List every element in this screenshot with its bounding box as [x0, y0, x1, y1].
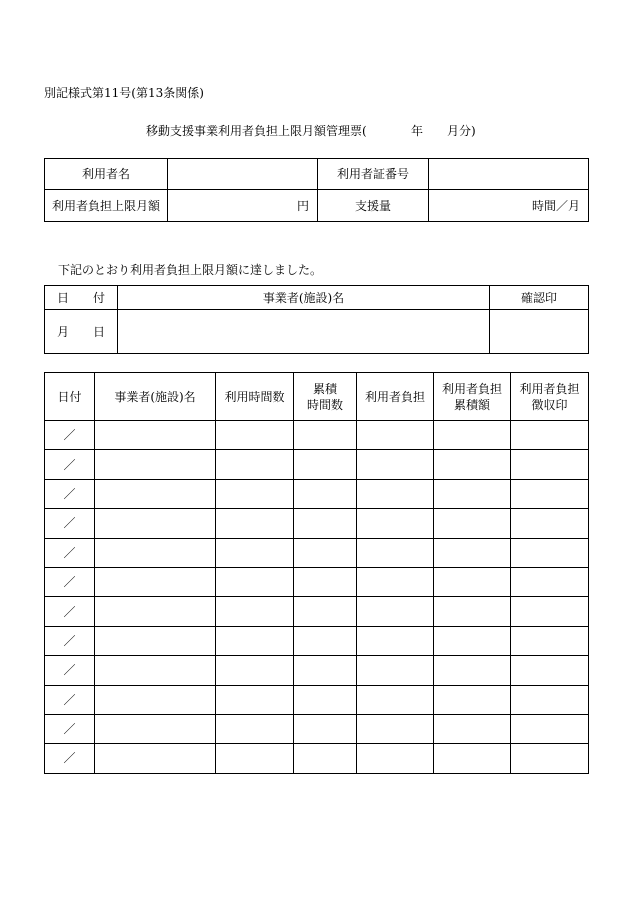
row-cumulative-burden-cell[interactable]: [434, 656, 511, 685]
header-date: 日付: [45, 373, 95, 421]
row-date-cell[interactable]: ／: [45, 626, 95, 655]
user-info-table: [44, 158, 589, 222]
row-cumulative-burden-cell[interactable]: [434, 714, 511, 743]
support-unit: 時間／月: [531, 198, 580, 213]
row-seal-cell[interactable]: [511, 626, 589, 655]
row-burden-cell[interactable]: [357, 656, 434, 685]
row-cumulative-burden-cell[interactable]: [434, 567, 511, 596]
row-provider-cell[interactable]: [95, 744, 216, 773]
row-date-cell[interactable]: ／: [45, 421, 95, 450]
user-name-field[interactable]: [168, 159, 318, 190]
row-cumulative-burden-cell[interactable]: [434, 479, 511, 508]
row-provider-cell[interactable]: [95, 421, 216, 450]
row-cumulative-hours-cell[interactable]: [294, 714, 357, 743]
row-seal-cell[interactable]: [511, 714, 589, 743]
row-cumulative-burden-cell[interactable]: [434, 685, 511, 714]
header-cumulative-burden-line2: 累積額: [453, 397, 490, 412]
row-burden-cell[interactable]: [357, 626, 434, 655]
row-seal-cell[interactable]: [511, 597, 589, 626]
row-cumulative-hours-cell[interactable]: [294, 656, 357, 685]
row-seal-cell[interactable]: [511, 450, 589, 479]
row-hours-cell[interactable]: [216, 685, 294, 714]
limit-unit: 円: [296, 198, 309, 213]
reached-date-field[interactable]: 月 日: [45, 310, 118, 354]
user-name-label: 利用者名: [45, 159, 168, 190]
row-burden-cell[interactable]: [357, 479, 434, 508]
row-date-cell[interactable]: ／: [45, 656, 95, 685]
row-hours-cell[interactable]: [216, 656, 294, 685]
table-row: [45, 714, 589, 743]
row-seal-cell[interactable]: [511, 567, 589, 596]
row-cumulative-hours-cell[interactable]: [294, 538, 357, 567]
row-provider-cell[interactable]: [95, 685, 216, 714]
table-row: [45, 509, 589, 538]
row-burden-cell[interactable]: [357, 509, 434, 538]
row-provider-cell[interactable]: [95, 626, 216, 655]
row-hours-cell[interactable]: [216, 509, 294, 538]
table-row: [45, 744, 589, 773]
row-provider-cell[interactable]: [95, 538, 216, 567]
form-number: 別記様式第11号(第13条関係): [44, 86, 204, 100]
table-row: [45, 597, 589, 626]
row-cumulative-hours-cell[interactable]: [294, 685, 357, 714]
row-cumulative-hours-cell[interactable]: [294, 744, 357, 773]
table-row: [45, 450, 589, 479]
header-cumulative-hours-line1: 累積: [312, 381, 337, 396]
row-provider-cell[interactable]: [95, 714, 216, 743]
row-date-cell[interactable]: ／: [45, 567, 95, 596]
row-hours-cell[interactable]: [216, 421, 294, 450]
row-seal-cell[interactable]: [511, 685, 589, 714]
header-hours: 利用時間数: [216, 373, 294, 421]
row-provider-cell[interactable]: [95, 597, 216, 626]
row-burden-cell[interactable]: [357, 685, 434, 714]
header-provider: 事業者(施設)名: [95, 373, 216, 421]
title-month-unit: 月分): [447, 124, 476, 138]
row-cumulative-burden-cell[interactable]: [434, 421, 511, 450]
row-provider-cell[interactable]: [95, 656, 216, 685]
row-seal-cell[interactable]: [511, 479, 589, 508]
row-date-cell[interactable]: ／: [45, 479, 95, 508]
row-cumulative-burden-cell[interactable]: [434, 538, 511, 567]
row-seal-cell[interactable]: [511, 509, 589, 538]
header-seal: [511, 373, 589, 421]
row-hours-cell[interactable]: [216, 479, 294, 508]
row-provider-cell[interactable]: [95, 567, 216, 596]
row-seal-cell[interactable]: [511, 538, 589, 567]
table-row: [45, 421, 589, 450]
reached-provider-field[interactable]: [118, 310, 490, 354]
row-cumulative-hours-cell[interactable]: [294, 450, 357, 479]
notice-text: 下記のとおり利用者負担上限月額に達しました。: [58, 263, 323, 277]
row-date-cell[interactable]: ／: [45, 714, 95, 743]
reached-seal-header: 確認印: [490, 286, 589, 310]
row-cumulative-burden-cell[interactable]: [434, 597, 511, 626]
row-hours-cell[interactable]: [216, 450, 294, 479]
header-cumulative-hours-line2: 時間数: [306, 397, 343, 412]
header-cumulative-hours: [294, 373, 357, 421]
row-burden-cell[interactable]: [357, 421, 434, 450]
row-date-cell[interactable]: ／: [45, 685, 95, 714]
row-cumulative-burden-cell[interactable]: [434, 626, 511, 655]
row-burden-cell[interactable]: [357, 597, 434, 626]
table-row: [45, 567, 589, 596]
row-provider-cell[interactable]: [95, 479, 216, 508]
row-seal-cell[interactable]: [511, 744, 589, 773]
limit-label: 利用者負担上限月額: [45, 190, 168, 222]
document-title: [146, 122, 367, 139]
row-provider-cell[interactable]: [95, 450, 216, 479]
row-cumulative-burden-cell[interactable]: [434, 450, 511, 479]
row-date-cell[interactable]: ／: [45, 509, 95, 538]
row-burden-cell[interactable]: [357, 567, 434, 596]
cert-number-field[interactable]: [429, 159, 589, 190]
support-field[interactable]: [429, 190, 589, 222]
row-seal-cell[interactable]: [511, 656, 589, 685]
row-burden-cell[interactable]: [357, 450, 434, 479]
header-seal-line1: 利用者負担: [519, 381, 580, 396]
row-date-cell[interactable]: ／: [45, 538, 95, 567]
row-burden-cell[interactable]: [357, 538, 434, 567]
row-burden-cell[interactable]: [357, 714, 434, 743]
reached-seal-field[interactable]: [490, 310, 589, 354]
row-hours-cell[interactable]: [216, 567, 294, 596]
row-cumulative-hours-cell[interactable]: [294, 567, 357, 596]
row-hours-cell[interactable]: [216, 626, 294, 655]
row-hours-cell[interactable]: [216, 714, 294, 743]
row-provider-cell[interactable]: [95, 509, 216, 538]
table-row: [45, 626, 589, 655]
row-cumulative-hours-cell[interactable]: [294, 597, 357, 626]
header-burden: 利用者負担: [357, 373, 434, 421]
row-date-cell[interactable]: ／: [45, 450, 95, 479]
limit-field[interactable]: [168, 190, 318, 222]
table-row: [45, 538, 589, 567]
header-cumulative-burden: [434, 373, 511, 421]
row-hours-cell[interactable]: [216, 597, 294, 626]
cert-number-label: 利用者証番号: [318, 159, 429, 190]
row-date-cell[interactable]: ／: [45, 744, 95, 773]
row-cumulative-hours-cell[interactable]: [294, 509, 357, 538]
row-cumulative-hours-cell[interactable]: [294, 626, 357, 655]
table-row: [45, 656, 589, 685]
reached-date-header: 日 付: [45, 286, 118, 310]
row-cumulative-hours-cell[interactable]: [294, 479, 357, 508]
header-seal-line2: 徴収印: [531, 397, 568, 412]
row-seal-cell[interactable]: [511, 421, 589, 450]
row-hours-cell[interactable]: [216, 538, 294, 567]
table-row: [45, 479, 589, 508]
reached-provider-header: 事業者(施設)名: [118, 286, 490, 310]
row-hours-cell[interactable]: [216, 744, 294, 773]
limit-reached-table: [44, 285, 589, 354]
row-date-cell[interactable]: ／: [45, 597, 95, 626]
title-year-unit: 年: [411, 124, 424, 138]
support-label: 支援量: [318, 190, 429, 222]
row-cumulative-burden-cell[interactable]: [434, 744, 511, 773]
header-cumulative-burden-line1: 利用者負担: [441, 381, 502, 396]
usage-log-table: [44, 372, 589, 774]
table-row: [45, 685, 589, 714]
row-burden-cell[interactable]: [357, 744, 434, 773]
row-cumulative-hours-cell[interactable]: [294, 421, 357, 450]
row-cumulative-burden-cell[interactable]: [434, 509, 511, 538]
usage-log-body: [45, 421, 589, 774]
title-main: 移動支援事業利用者負担上限月額管理票(: [146, 124, 367, 138]
